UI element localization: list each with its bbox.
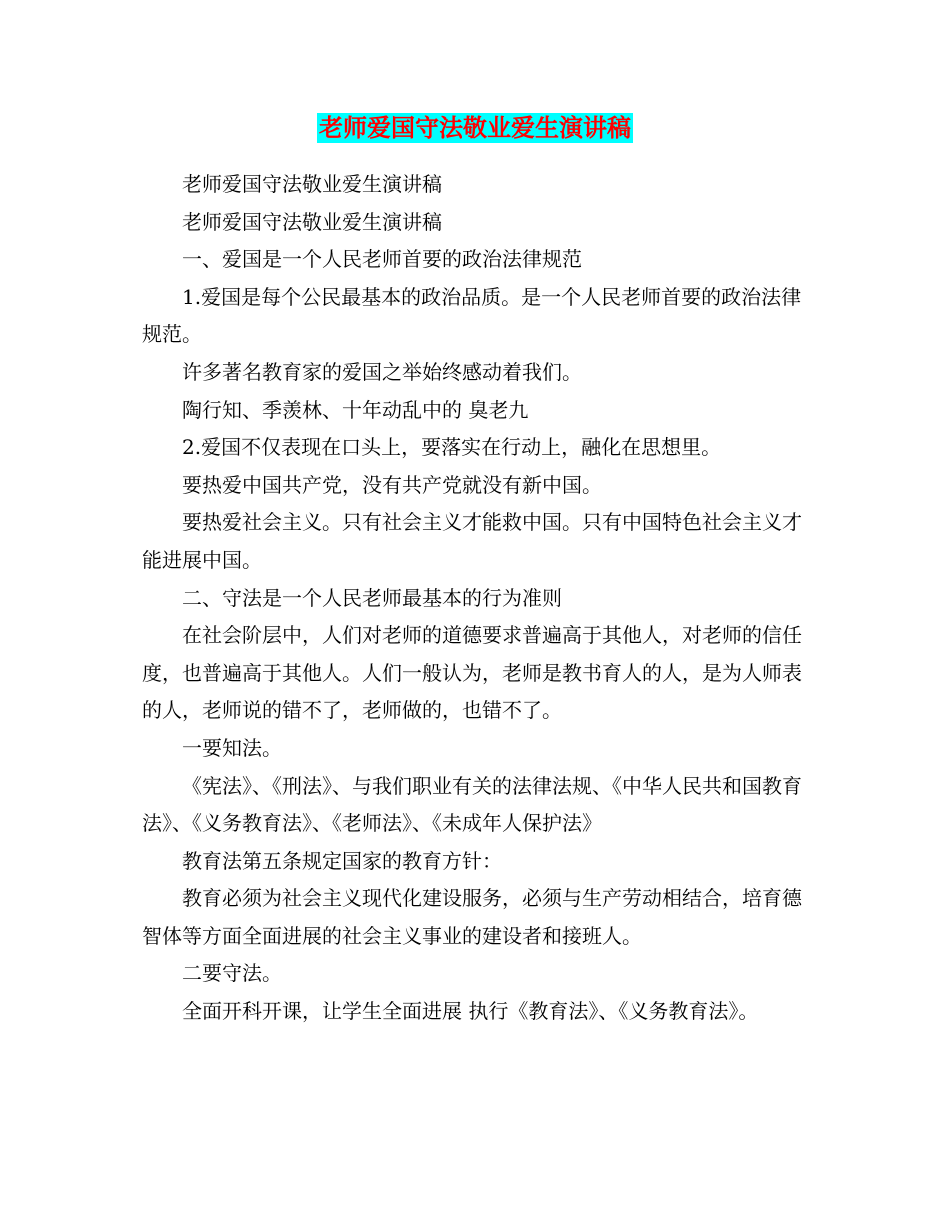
paragraph: 要热爱中国共产党，没有共产党就没有新中国。 [182, 472, 602, 497]
document-title: 老师爱国守法敬业爱生演讲稿 [319, 114, 631, 142]
title-container [0, 113, 950, 143]
paragraph: 1.爱国是每个公民最基本的政治品质。是一个人民老师首要的政治法律规范。 [142, 284, 802, 347]
paragraph: 二要守法。 [182, 961, 282, 986]
paragraph: 老师爱国守法敬业爱生演讲稿 [182, 172, 442, 196]
paragraph: 《宪法》、《刑法》、与我们职业有关的法律法规、《中华人民共和国教育法》、《义务教育法》、《老师法》、《未成年人保护法》 [142, 773, 802, 836]
paragraph: 教育必须为社会主义现代化建设服务，必须与生产劳动相结合，培育德智体等方面全面进展的社会主义事业的建设者和接班人。 [142, 886, 802, 948]
paragraph: 全面开科开课，让学生全面进展 执行《教育法》、《义务教育法》。 [182, 999, 759, 1024]
paragraph: 在社会阶层中，人们对老师的道德要求普遍高于其他人，对老师的信任度，也普遍高于其他人。人们一般认为，老师是教书育人的人，是为人师表的人，老师说的错不了，老师做的，也错不了。 [142, 623, 802, 723]
paragraph: 教育法第五条规定国家的教育方针： [182, 848, 502, 873]
paragraph: 陶行知、季羡林、十年动乱中的 臭老九 [182, 397, 529, 422]
paragraph: 要热爱社会主义。只有社会主义才能救中国。只有中国特色社会主义才能进展中国。 [142, 510, 802, 572]
paragraph: 老师爱国守法敬业爱生演讲稿 [182, 209, 442, 234]
section-heading: 二、守法是一个人民老师最基本的行为准则 [182, 585, 562, 610]
document-body [142, 166, 808, 1031]
paragraph: 许多著名教育家的爱国之举始终感动着我们。 [182, 359, 582, 384]
paragraph: 2.爱国不仅表现在口头上，要落实在行动上，融化在思想里。 [182, 435, 722, 460]
paragraph: 一要知法。 [182, 735, 282, 760]
section-heading: 一、爱国是一个人民老师首要的政治法律规范 [182, 247, 582, 272]
